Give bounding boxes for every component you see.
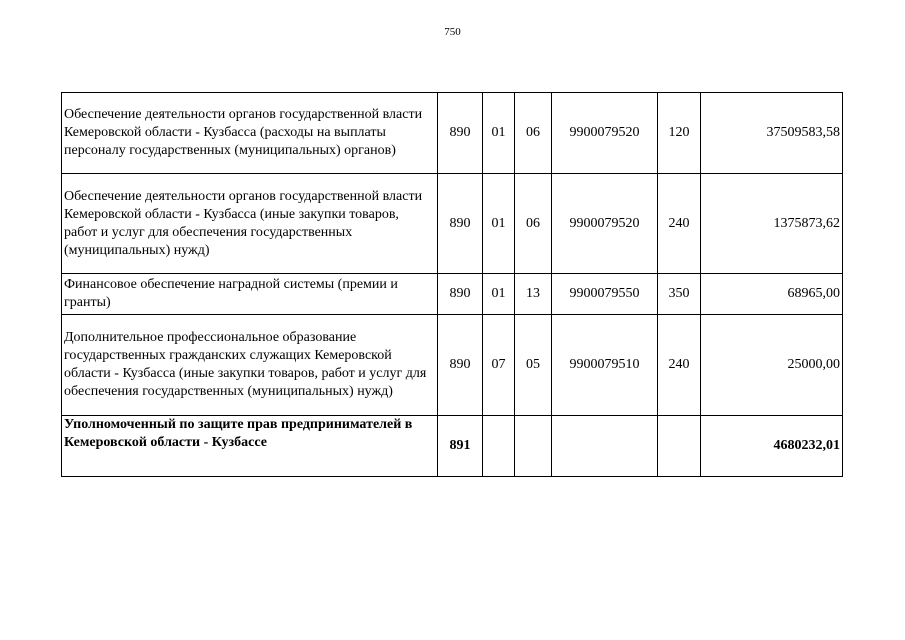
- row-sum: 25000,00: [701, 315, 843, 416]
- row-expense-type: [658, 416, 701, 477]
- row-target: 9900079550: [552, 274, 658, 315]
- row-name: Уполномоченный по защите прав предпринимателей в Кемеровской области - Кузбассе: [62, 416, 438, 477]
- row-expense-type: 240: [658, 315, 701, 416]
- table-row: [62, 93, 843, 174]
- row-name: Финансовое обеспечение наградной системы (премии и гранты): [62, 274, 438, 315]
- row-name: Обеспечение деятельности органов государственной власти Кемеровской области - Кузбасса (расходы на выплаты персоналу государственных (муниципальных) органов): [62, 93, 438, 174]
- row-sum: 37509583,58: [701, 93, 843, 174]
- row-subsection: 06: [515, 174, 552, 274]
- table-row: [62, 174, 843, 274]
- row-target: [552, 416, 658, 477]
- row-target: 9900079510: [552, 315, 658, 416]
- row-target: 9900079520: [552, 93, 658, 174]
- row-expense-type: 120: [658, 93, 701, 174]
- row-name: Обеспечение деятельности органов государственной власти Кемеровской области - Кузбасса (иные закупки товаров, работ и услуг для обеспечения государственных (муниципальных) нужд): [62, 174, 438, 274]
- row-subsection: [515, 416, 552, 477]
- row-section: 01: [483, 174, 515, 274]
- row-subsection: 13: [515, 274, 552, 315]
- row-name: Дополнительное профессиональное образование государственных гражданских служащих Кемеровской области - Кузбасса (иные закупки товаров, работ и услуг для обеспечения государственных (муниципальных) нужд): [62, 315, 438, 416]
- row-subsection: 06: [515, 93, 552, 174]
- row-section: [483, 416, 515, 477]
- row-section: 01: [483, 93, 515, 174]
- page-number: 750: [444, 26, 461, 38]
- row-expense-type: 240: [658, 174, 701, 274]
- table-row-total: [62, 416, 843, 477]
- row-sum: 68965,00: [701, 274, 843, 315]
- row-sum: 4680232,01: [701, 416, 843, 477]
- row-section: 01: [483, 274, 515, 315]
- table-row: [62, 274, 843, 315]
- row-grbs: 891: [438, 416, 483, 477]
- row-grbs: 890: [438, 274, 483, 315]
- row-grbs: 890: [438, 174, 483, 274]
- row-grbs: 890: [438, 315, 483, 416]
- row-sum: 1375873,62: [701, 174, 843, 274]
- row-expense-type: 350: [658, 274, 701, 315]
- row-grbs: 890: [438, 93, 483, 174]
- row-target: 9900079520: [552, 174, 658, 274]
- row-subsection: 05: [515, 315, 552, 416]
- row-section: 07: [483, 315, 515, 416]
- budget-table: [61, 92, 843, 477]
- table-row: [62, 315, 843, 416]
